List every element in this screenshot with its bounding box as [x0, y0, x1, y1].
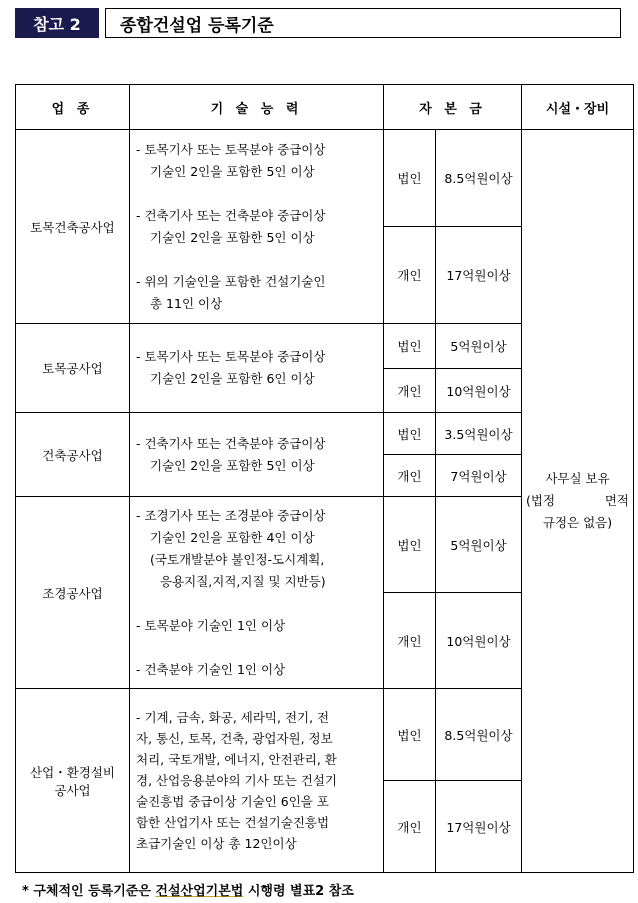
indiv-capital: 17억원이상	[436, 227, 522, 324]
header-capital: 자 본 금	[384, 85, 522, 130]
industry-cell: 토목건축공사업	[16, 130, 130, 324]
section-header	[15, 8, 621, 38]
indiv-capital: 10억원이상	[436, 369, 522, 413]
industry-cell: 조경공사업	[16, 497, 130, 689]
corp-label: 법인	[384, 130, 436, 227]
facility-cell: 사무실 보유 (법정 면적 규정은 없음)	[522, 130, 634, 873]
skills-cell: - 기계, 금속, 화공, 세라믹, 전기, 전 자, 통신, 토목, 건축, 광업자원, 정보 처리, 국토개발, 에너지, 안전관리, 환 경, 산업응용분야의 기사 또는 건설기 술진흥법 중급이상 기술인 6인을 포 함한 산업기사 또는 건설기술진흥법 초급기술인 이상 총 12인이상	[130, 689, 384, 873]
registration-standards-table	[15, 84, 634, 873]
indiv-capital: 17억원이상	[436, 781, 522, 873]
reference-badge: 참고 2	[15, 8, 99, 38]
header-skills: 기 술 능 력	[130, 85, 384, 130]
header-facility: 시설・장비	[522, 85, 634, 130]
corp-label: 법인	[384, 413, 436, 455]
skills-cell: - 조경기사 또는 조경분야 중급이상 기술인 2인을 포함한 4인 이상 (국토개발분야 불인정-도시계획, 응용지질,지적,지질 및 지반등) - 토목분야 기술인 1인 이상 - 건축분야 기술인 1인 이상	[130, 497, 384, 689]
indiv-label: 개인	[384, 227, 436, 324]
indiv-capital: 10억원이상	[436, 593, 522, 689]
header-industry: 업 종	[16, 85, 130, 130]
corp-capital: 8.5억원이상	[436, 130, 522, 227]
table-row	[16, 130, 634, 227]
indiv-label: 개인	[384, 593, 436, 689]
corp-capital: 5억원이상	[436, 324, 522, 369]
corp-capital: 5억원이상	[436, 497, 522, 593]
industry-cell: 산업・환경설비 공사업	[16, 689, 130, 873]
corp-label: 법인	[384, 497, 436, 593]
corp-label: 법인	[384, 324, 436, 369]
indiv-label: 개인	[384, 781, 436, 873]
skills-cell: - 토목기사 또는 토목분야 중급이상 기술인 2인을 포함한 5인 이상 - 건축기사 또는 건축분야 중급이상 기술인 2인을 포함한 5인 이상 - 위의 기술인을 포함한 건설기술인 총 11인 이상	[130, 130, 384, 324]
corp-capital: 3.5억원이상	[436, 413, 522, 455]
skills-cell: - 토목기사 또는 토목분야 중급이상 기술인 2인을 포함한 6인 이상	[130, 324, 384, 413]
industry-cell: 토목공사업	[16, 324, 130, 413]
indiv-label: 개인	[384, 455, 436, 497]
industry-cell: 건축공사업	[16, 413, 130, 497]
table-header-row	[16, 85, 634, 130]
indiv-label: 개인	[384, 369, 436, 413]
corp-capital: 8.5억원이상	[436, 689, 522, 781]
corp-label: 법인	[384, 689, 436, 781]
skills-cell: - 건축기사 또는 건축분야 중급이상 기술인 2인을 포함한 5인 이상	[130, 413, 384, 497]
law-reference: 건설산업기본법	[155, 884, 244, 899]
page-title: 종합건설업 등록기준	[105, 8, 621, 38]
footnote: * 구체적인 등록기준은 건설산업기본법 시행령 별표2 참조	[22, 884, 354, 899]
indiv-capital: 7억원이상	[436, 455, 522, 497]
